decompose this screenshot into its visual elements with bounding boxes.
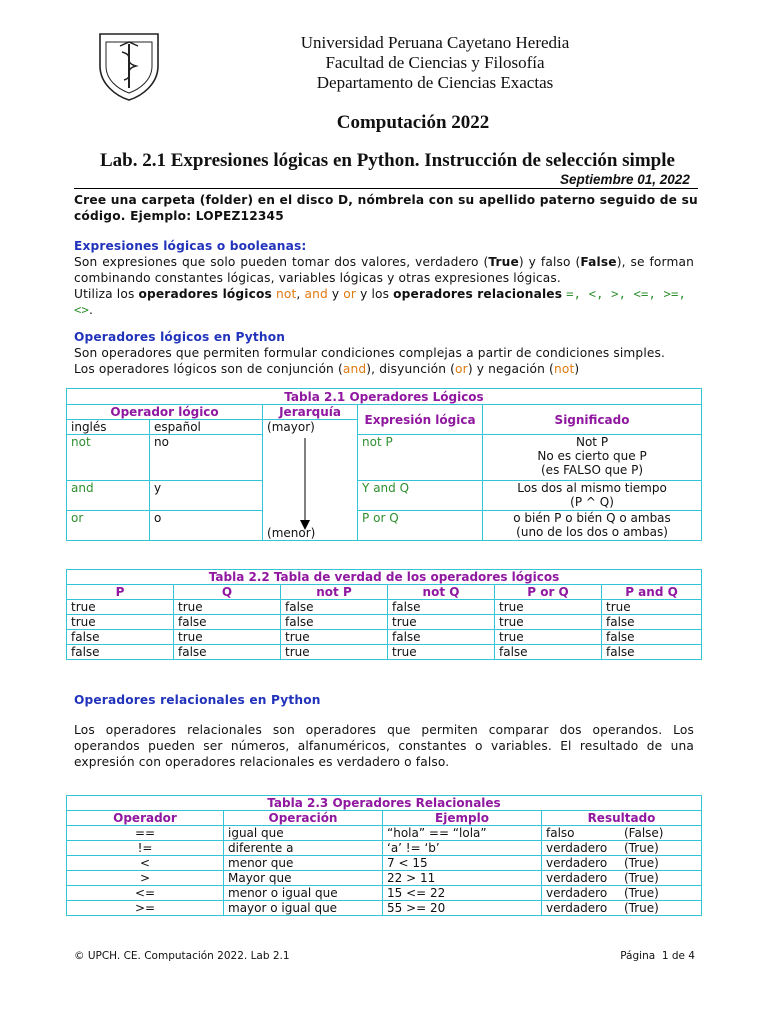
footer-page-number: Página 1 de 4: [620, 950, 695, 962]
table-row: [67, 511, 702, 541]
cell-result: verdadero (True): [542, 886, 702, 901]
paragraph: Los operadores relacionales son operadores que permiten comparar dos operandos. Los operandos pueden ser números, alfanuméricos, constantes o variables. El resultado de una expresión con operadores relacionales es verdadero o falso.: [74, 723, 694, 769]
table-relational-operators: [66, 795, 702, 916]
department-name: Departamento de Ciencias Exactas: [316, 73, 554, 92]
table-cell: false: [388, 630, 495, 645]
header-significado: Significado: [483, 405, 702, 435]
section-heading: Expresiones lógicas o booleanas:: [74, 239, 307, 253]
header-cell: P or Q: [495, 585, 602, 600]
table-cell: true: [388, 645, 495, 660]
header-cell: not P: [281, 585, 388, 600]
cell-example: ‘a’ != ‘b’: [383, 841, 542, 856]
cell-example: 55 >= 20: [383, 901, 542, 916]
header-cell: Q: [174, 585, 281, 600]
header-cell: P and Q: [602, 585, 702, 600]
cell-es: o: [150, 511, 263, 541]
table-row: [67, 630, 702, 645]
cell-operator: !=: [67, 841, 224, 856]
cell-result: verdadero (True): [542, 901, 702, 916]
table-row: [67, 615, 702, 630]
header-jerarquia: Jerarquía: [263, 405, 358, 420]
table-row: [67, 826, 702, 841]
faculty-name: Facultad de Ciencias y Filosofía: [325, 53, 545, 72]
header-cell: Operador: [67, 811, 224, 826]
section-heading: Operadores lógicos en Python: [74, 330, 286, 344]
cell-result: falso (False): [542, 826, 702, 841]
hierarchy-arrow-icon: [295, 438, 315, 530]
table-row: [67, 841, 702, 856]
table-row: [67, 481, 702, 511]
footer-copyright: © UPCH. CE. Computación 2022. Lab 2.1: [74, 950, 290, 962]
cell-expr: P or Q: [358, 511, 483, 541]
cell-en: not: [67, 435, 150, 481]
section-boolean-expressions: [74, 238, 694, 318]
table-cell: false: [281, 600, 388, 615]
cell-es: no: [150, 435, 263, 481]
cell-significado: o bién P o bién Q o ambas (uno de los dos o ambas): [483, 511, 702, 541]
cell-operation: Mayor que: [224, 871, 383, 886]
header-cell: Resultado: [542, 811, 702, 826]
cell-result: verdadero (True): [542, 841, 702, 856]
table-cell: true: [281, 645, 388, 660]
cell-operation: menor o igual que: [224, 886, 383, 901]
header-cell: P: [67, 585, 174, 600]
university-name: Universidad Peruana Cayetano Heredia: [300, 33, 570, 52]
table-truth-table: [66, 569, 702, 660]
table-row: [67, 856, 702, 871]
cell-result: verdadero (True): [542, 871, 702, 886]
hierarchy-bottom-label: (menor): [267, 526, 316, 540]
subheader-ingles: inglés: [67, 420, 150, 435]
section-heading: Operadores relacionales en Python: [74, 693, 321, 707]
table-caption: Tabla 2.3 Operadores Relacionales: [67, 796, 702, 811]
university-seal-logo: [96, 30, 162, 102]
table-cell: true: [67, 615, 174, 630]
table-row: [67, 901, 702, 916]
table-cell: false: [388, 600, 495, 615]
table-caption: Tabla 2.1 Operadores Lógicos: [67, 389, 702, 405]
table-cell: true: [495, 600, 602, 615]
course-title: Computación 2022: [336, 112, 490, 133]
table-row: [67, 435, 702, 481]
header-cell: Ejemplo: [383, 811, 542, 826]
cell-operator: <: [67, 856, 224, 871]
table-row: [67, 886, 702, 901]
table-cell: false: [602, 615, 702, 630]
cell-operator: >: [67, 871, 224, 886]
header-cell: not Q: [388, 585, 495, 600]
cell-example: 22 > 11: [383, 871, 542, 886]
section-logical-operators: [74, 329, 694, 377]
cell-result: verdadero (True): [542, 856, 702, 871]
intro-instructions: Cree una carpeta (folder) en el disco D, nómbrela con su apellido paterno seguido de su código. Ejemplo: LOPEZ12345: [74, 193, 698, 223]
paragraph: Son operadores que permiten formular condiciones complejas a partir de condiciones simples.: [74, 346, 666, 360]
table-cell: false: [67, 645, 174, 660]
cell-operator: >=: [67, 901, 224, 916]
lab-title: Lab. 2.1 Expresiones lógicas en Python. Instrucción de selección simple: [100, 150, 675, 171]
table-cell: true: [67, 600, 174, 615]
header-cell: Operación: [224, 811, 383, 826]
cell-operation: mayor o igual que: [224, 901, 383, 916]
cell-example: 7 < 15: [383, 856, 542, 871]
paragraph: Son expresiones que solo pueden tomar dos valores, verdadero (True) y falso (False), se forman combinando constantes lógicas, variables lógicas y otras expresiones lógicas.: [74, 255, 694, 285]
table-cell: false: [602, 645, 702, 660]
cell-operator: <=: [67, 886, 224, 901]
hierarchy-cell: [263, 420, 358, 541]
cell-en: or: [67, 511, 150, 541]
table-row: [67, 600, 702, 615]
table-cell: true: [495, 615, 602, 630]
table-cell: true: [281, 630, 388, 645]
paragraph: Los operadores lógicos son de conjunción (and), disyunción (or) y negación (not): [74, 362, 580, 376]
table-logical-operators: [66, 388, 702, 541]
table-cell: false: [495, 645, 602, 660]
cell-operator: ==: [67, 826, 224, 841]
table-row: [67, 871, 702, 886]
cell-operation: diferente a: [224, 841, 383, 856]
lab-date: Septiembre 01, 2022: [560, 172, 690, 187]
cell-en: and: [67, 481, 150, 511]
cell-example: “hola” == “lola”: [383, 826, 542, 841]
table-cell: true: [495, 630, 602, 645]
cell-operation: menor que: [224, 856, 383, 871]
section-relational-operators: [74, 692, 694, 770]
table-caption: Tabla 2.2 Tabla de verdad de los operadores lógicos: [67, 570, 702, 585]
cell-expr: Y and Q: [358, 481, 483, 511]
subheader-espanol: español: [150, 420, 263, 435]
paragraph: Utiliza los operadores lógicos not, and y or y los operadores relacionales =, <, >, <=, >=, <>.: [74, 287, 686, 317]
table-cell: true: [388, 615, 495, 630]
cell-operation: igual que: [224, 826, 383, 841]
hierarchy-top-label: (mayor): [267, 420, 315, 434]
table-cell: true: [174, 630, 281, 645]
cell-expr: not P: [358, 435, 483, 481]
cell-example: 15 <= 22: [383, 886, 542, 901]
table-cell: false: [281, 615, 388, 630]
table-cell: false: [67, 630, 174, 645]
table-cell: true: [174, 600, 281, 615]
table-cell: false: [174, 615, 281, 630]
cell-significado: Not P No es cierto que P (es FALSO que P): [483, 435, 702, 481]
cell-es: y: [150, 481, 263, 511]
title-rule: [74, 188, 698, 189]
header-expresion: Expresión lógica: [358, 405, 483, 435]
table-cell: false: [174, 645, 281, 660]
cell-significado: Los dos al mismo tiempo (P ^ Q): [483, 481, 702, 511]
table-row: [67, 645, 702, 660]
header-operador: Operador lógico: [67, 405, 263, 420]
table-cell: false: [602, 630, 702, 645]
table-cell: true: [602, 600, 702, 615]
